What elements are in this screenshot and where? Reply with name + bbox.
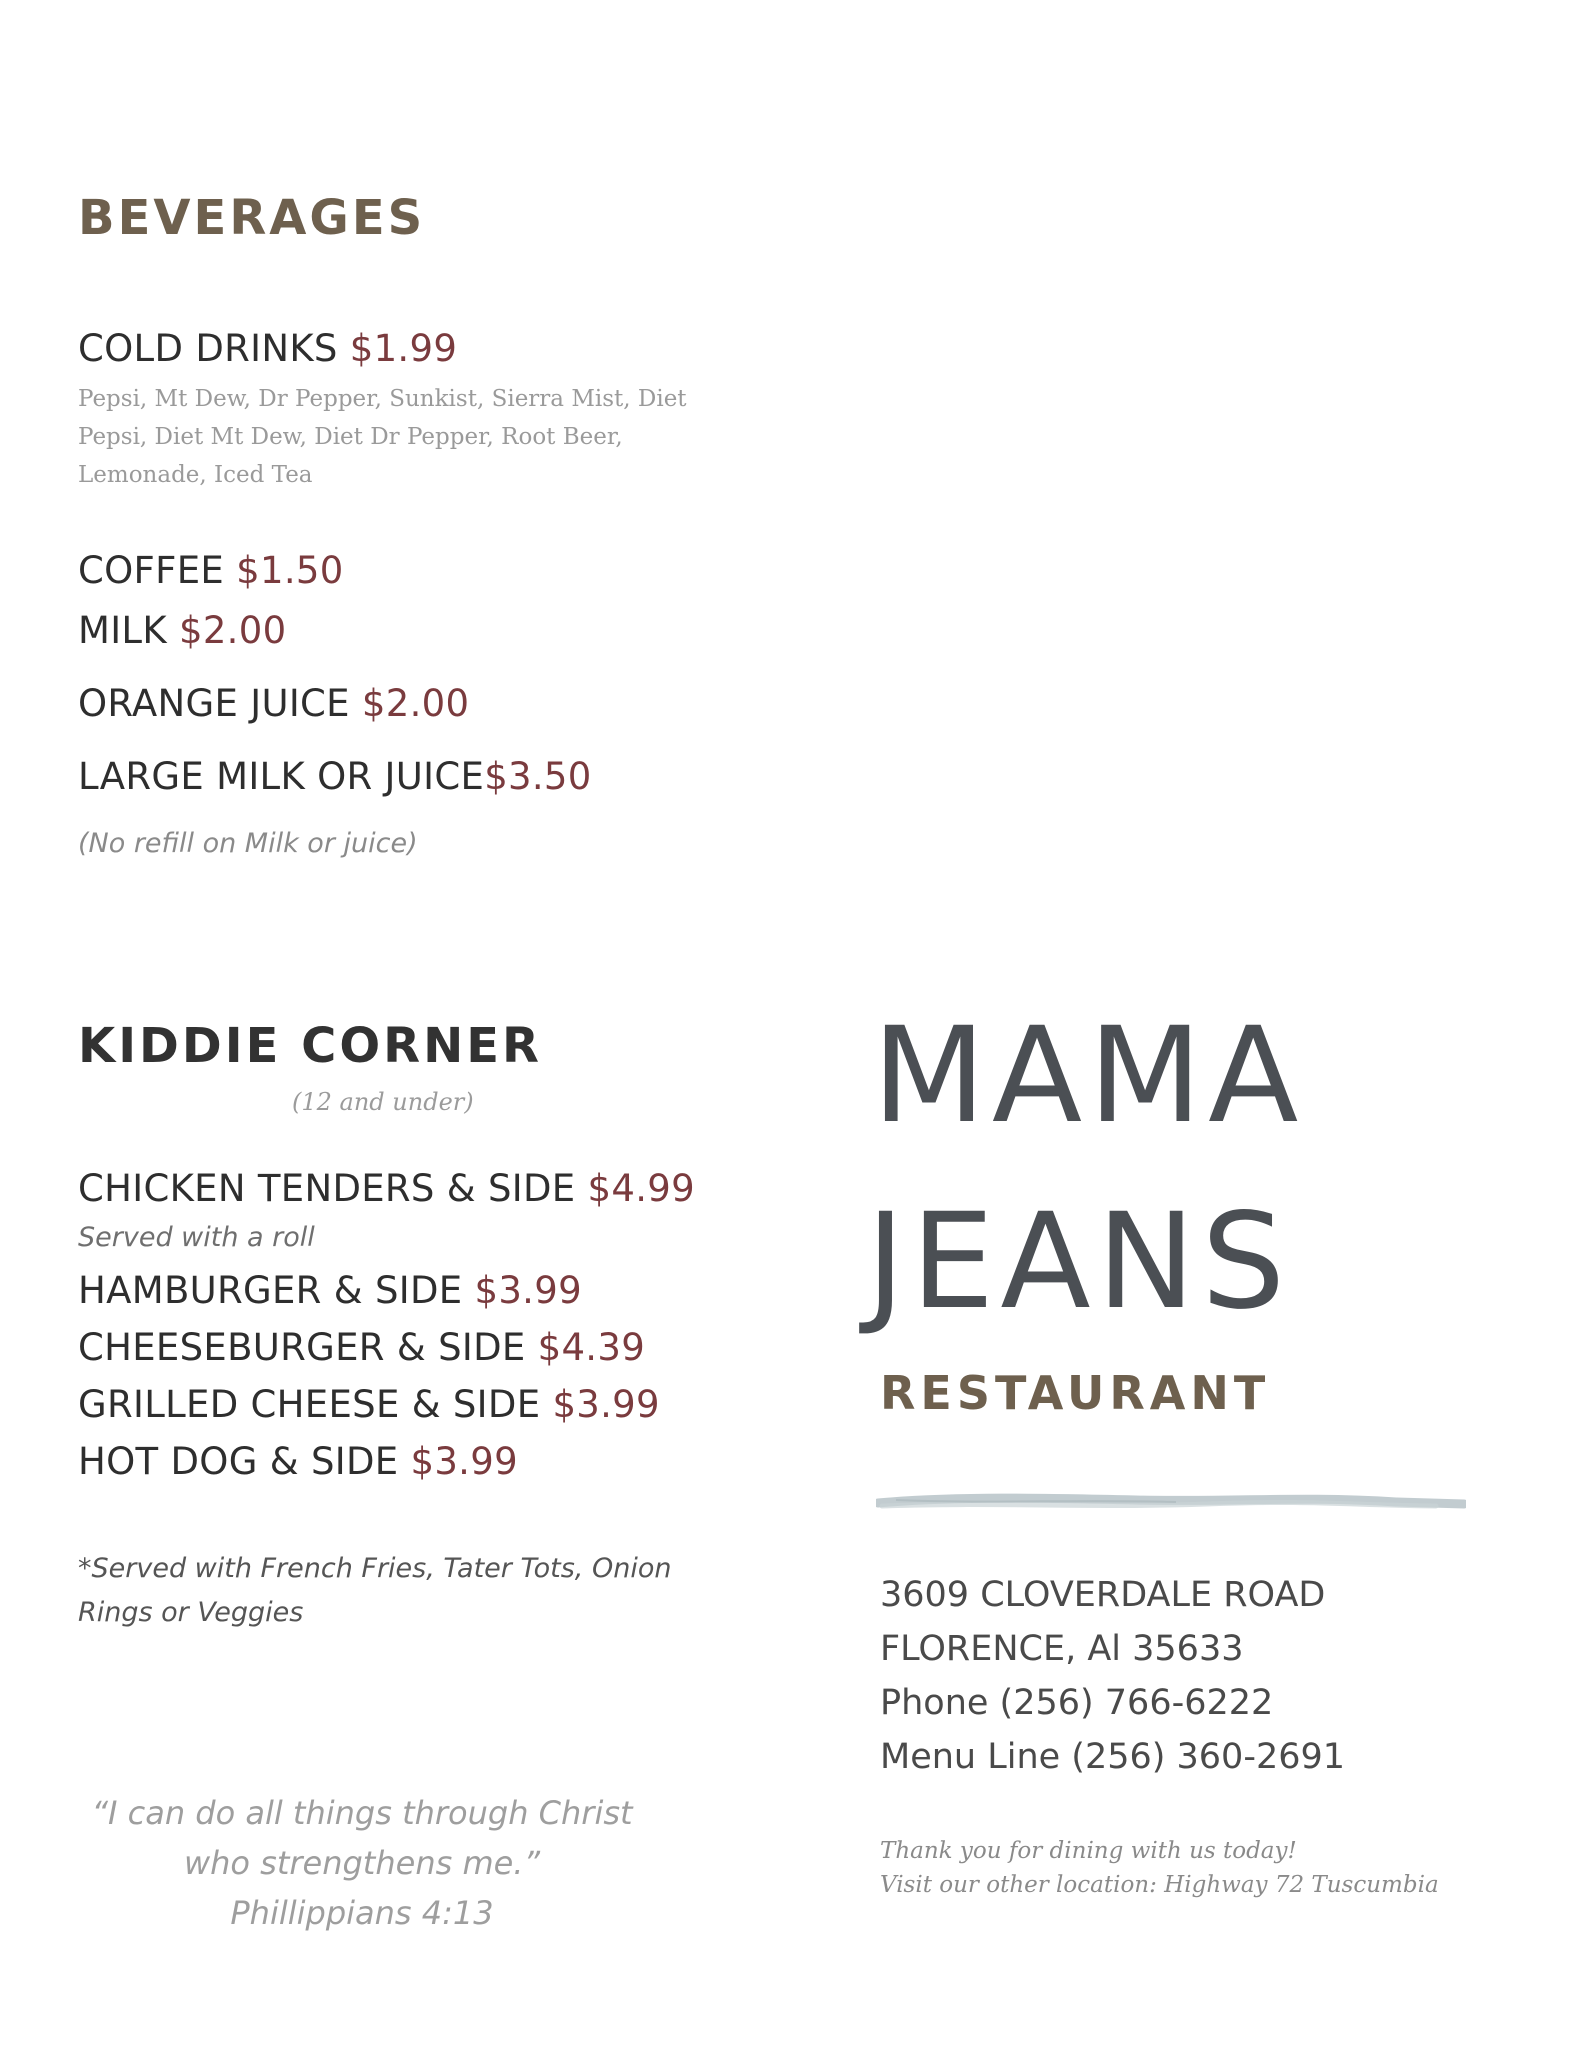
menu-item-cheeseburger: [78, 1326, 646, 1369]
item-name: CHICKEN TENDERS & SIDE: [78, 1167, 576, 1210]
item-name: LARGE MILK OR JUICE: [78, 755, 485, 798]
menu-item-hamburger: [78, 1269, 582, 1312]
kiddie-sides-footnote: *Served with French Fries, Tater Tots, Onion Rings or Veggies: [78, 1553, 672, 1628]
item-price: $4.39: [537, 1326, 646, 1369]
street-address: 3609 CLOVERDALE ROAD: [880, 1575, 1326, 1615]
phone-number: Phone (256) 766-6222: [880, 1683, 1274, 1723]
item-name: GRILLED CHEESE & SIDE: [78, 1383, 541, 1426]
item-price: $3.99: [552, 1383, 660, 1426]
menu-item-hot-dog: [78, 1440, 518, 1483]
menu-line-number: Menu Line (256) 360-2691: [880, 1737, 1346, 1777]
chicken-tenders-description: Served with a roll: [78, 1222, 315, 1253]
menu-item-orange-juice: [78, 682, 470, 725]
item-price: $3.50: [484, 755, 592, 798]
brush-stroke-divider: [876, 1490, 1466, 1516]
beverages-heading: BEVERAGES: [78, 190, 426, 246]
item-price: $1.99: [349, 327, 458, 370]
item-price: $2.00: [361, 682, 470, 725]
kiddie-age-note: (12 and under): [292, 1088, 474, 1116]
item-name: MILK: [78, 609, 167, 652]
brand-name-line-1: MAMA: [872, 999, 1305, 1153]
item-name: COLD DRINKS: [78, 327, 338, 370]
menu-item-milk: [78, 609, 287, 652]
verse-line-2: who strengthens me.”: [183, 1844, 541, 1882]
item-price: $2.00: [178, 609, 287, 652]
thank-you-line: Thank you for dining with us today!: [880, 1838, 1297, 1864]
item-price: $4.99: [587, 1167, 695, 1210]
verse-reference: Phillippians 4:13: [230, 1894, 494, 1932]
bible-verse: [82, 1788, 642, 1938]
beverages-refill-note: (No refill on Milk or juice): [78, 828, 418, 859]
item-name: HOT DOG & SIDE: [78, 1440, 399, 1483]
item-name: HAMBURGER & SIDE: [78, 1269, 463, 1312]
other-location-line: Visit our other location: Highway 72 Tuscumbia: [880, 1872, 1439, 1898]
item-name: ORANGE JUICE: [78, 682, 350, 725]
brand-subtitle: RESTAURANT: [880, 1366, 1271, 1420]
item-price: $3.99: [410, 1440, 518, 1483]
item-price: $3.99: [474, 1269, 582, 1312]
menu-item-coffee: [78, 549, 344, 592]
cold-drinks-description: Pepsi, Mt Dew, Dr Pepper, Sunkist, Sierra Mist, Diet Pepsi, Diet Mt Dew, Diet Dr Pepper, Root Beer, Lemonade, Iced Tea: [78, 386, 687, 488]
menu-item-grilled-cheese: [78, 1383, 660, 1426]
menu-item-large-milk-or-juice: [78, 755, 592, 798]
brand-name-line-2: JEANS: [866, 1185, 1292, 1339]
item-name: CHEESEBURGER & SIDE: [78, 1326, 526, 1369]
item-name: COFFEE: [78, 549, 225, 592]
menu-item-chicken-tenders: [78, 1167, 695, 1210]
city-state-zip: FLORENCE, Al 35633: [880, 1629, 1244, 1669]
menu-item-cold-drinks: [78, 327, 458, 370]
item-price: $1.50: [236, 549, 344, 592]
contact-block: [880, 1568, 1345, 1784]
thank-you-note: [880, 1834, 1439, 1902]
verse-line-1: “I can do all things through Christ: [91, 1794, 633, 1832]
kiddie-corner-heading: KIDDIE CORNER: [78, 1018, 543, 1074]
